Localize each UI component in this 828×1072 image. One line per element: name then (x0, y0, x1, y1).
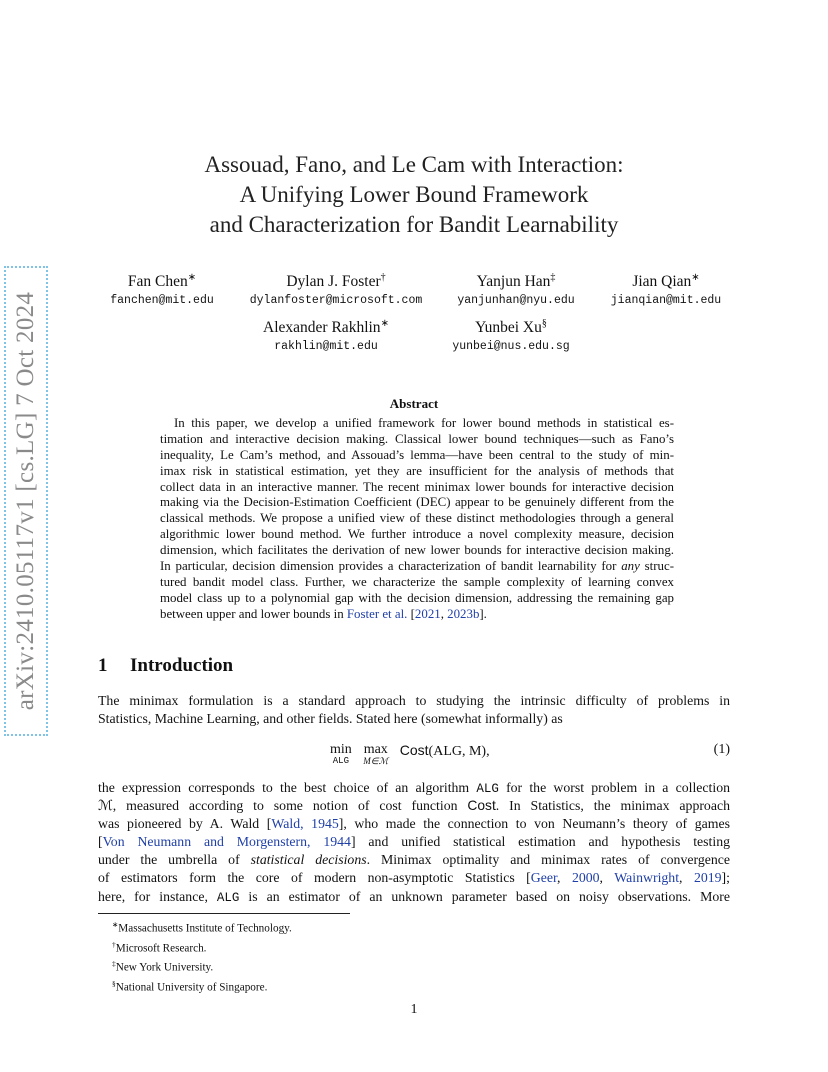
body-paragraph (98, 779, 730, 906)
author-block (436, 314, 586, 356)
min-subscript: ALG (332, 756, 349, 766)
title-line-1: Assouad, Fano, and Le Cam with Interaction: (204, 152, 624, 177)
footnotes (112, 917, 292, 996)
emphasis-statistical-decisions: statistical decisions (250, 852, 367, 868)
intro-paragraph (98, 692, 730, 728)
abstract-heading: Abstract (389, 396, 439, 411)
abstract-line: inequality, Le Cam’s method, and Assouad’s lemma—have been central to the study of min- (160, 447, 674, 462)
author-name: Yanjun Han (476, 273, 551, 291)
body-line: under the umbrella of statistical decisions. Minimax optimality and minimax rates of convergence (98, 852, 730, 868)
citation-link[interactable]: Geer (530, 870, 558, 886)
abstract-text: between upper and lower bounds in (160, 606, 344, 621)
footnote: ∗Massachusetts Institute of Technology. (112, 920, 292, 935)
abstract-line: dimension, which facilitates the derivation of new lower bounds for interactive decision making. (160, 543, 674, 558)
footnote: ‡New York University. (112, 959, 214, 975)
max-subscript: M∈ℳ (363, 756, 389, 766)
citation-link[interactable]: 2019 (693, 870, 722, 886)
equation-body (330, 742, 490, 766)
section-number: 1 (98, 655, 108, 676)
abstract-line: algorithmic lower bound method. We further introduce a novel complexity measure, decision (160, 527, 674, 542)
citation-link[interactable]: Wald, 1945 (271, 816, 339, 832)
author-block (236, 268, 436, 310)
citation-link[interactable]: Wainwright (614, 870, 680, 886)
author-name: Yunbei Xu (475, 319, 542, 337)
author-email[interactable]: dylanfoster@microsoft.com (249, 294, 423, 308)
affiliation-mark: ∗ (380, 318, 389, 329)
abstract-line: classical methods. We propose a unified view of these distinct methodologies through a general (160, 511, 674, 526)
affiliation-mark: ∗ (187, 272, 197, 283)
author-email[interactable]: yunbei@nus.edu.sg (452, 340, 570, 354)
body-line: of estimators form the core of modern non-asymptotic Statistics [Geer, 2000, Wainwright, 2019]; (98, 870, 730, 886)
citation-bracket: [ (407, 606, 415, 621)
abstract-text: In particular, decision dimension provides a characterization of bandit learnability for (160, 559, 617, 574)
max-operator: max M∈ℳ (363, 742, 389, 766)
author-email[interactable]: fanchen@mit.edu (110, 294, 214, 308)
author-name: Alexander Rakhlin (263, 319, 381, 337)
arxiv-identifier: arXiv:2410.05117v1 [cs.LG] 7 Oct 2024 (12, 291, 39, 711)
body-line: the expression corresponds to the best choice of an algorithm ALG for the worst problem in a collection (98, 780, 731, 796)
citation-link[interactable]: Von Neumann and Morgenstern, 1944 (102, 834, 351, 850)
affiliation-mark: † (380, 272, 386, 283)
author-name: Dylan J. Foster (286, 273, 381, 291)
abstract-line: timation and interactive decision making. Classical lower bound techniques—such as Fano’s (160, 431, 674, 446)
citation-link[interactable]: Foster et al. (346, 606, 408, 621)
abstract-line: In this paper, we develop a unified framework for lower bound methods in statistical es- (174, 416, 674, 430)
author-block (92, 268, 232, 310)
affiliation-mark: § (541, 318, 547, 329)
title-line-3: and Characterization for Bandit Learnability (209, 212, 619, 237)
body-line: ℳ, measured according to some notion of cost function Cost. In Statistics, the minimax approach (98, 798, 730, 814)
body-line: was pioneered by A. Wald [Wald, 1945], who made the connection to von Neumann’s theory of games (98, 816, 730, 832)
author-block (596, 268, 736, 310)
citation-link[interactable]: 2023b (447, 606, 480, 621)
section-heading (98, 655, 233, 677)
affiliation-mark: ‡ (550, 272, 556, 283)
abstract-line (160, 559, 674, 575)
footnote-rule (98, 913, 350, 914)
body-line: here, for instance, ALG is an estimator of an unknown parameter based on noisy observations. More (98, 888, 730, 905)
paper-title (0, 150, 828, 240)
emphasis-any: any (621, 559, 640, 574)
section-title: Introduction (130, 655, 234, 676)
footnote: †Microsoft Research. (112, 939, 207, 955)
author-email[interactable]: jianqian@mit.edu (610, 294, 722, 308)
equation-number: (1) (713, 742, 730, 757)
citation-bracket: ]. (479, 606, 487, 621)
abstract-line: tured bandit model class. Further, we characterize the sample complexity of learning convex (160, 574, 674, 589)
abstract-line: making via the Decision-Estimation Coefficient (DEC) appear to be genuinely different from the (160, 495, 674, 510)
abstract-line: model class up to a polynomial gap with the decision dimension, addressing the remaining gap (160, 590, 674, 605)
author-name: Fan Chen (127, 273, 188, 291)
abstract-body (160, 416, 674, 623)
body-line: [Von Neumann and Morgenstern, 1944] and unified statistical estimation and hypothesis testing (98, 834, 730, 850)
arxiv-sidebar-stamp (4, 266, 48, 736)
equation-expression: Cost(ALG, M), (399, 742, 490, 759)
author-email[interactable]: rakhlin@mit.edu (274, 340, 378, 354)
title-line-2: A Unifying Lower Bound Framework (239, 182, 589, 207)
footnote: §National University of Singapore. (112, 979, 268, 994)
min-operator: min ALG (330, 742, 352, 766)
abstract-line: collect data in an interactive manner. The recent minimax lower bounds for interactive decision (160, 479, 674, 494)
body-line: The minimax formulation is a standard approach to studying the intrinsic difficulty of problems in (98, 693, 730, 708)
author-name: Jian Qian (632, 273, 692, 291)
citation-link[interactable]: 2021 (414, 606, 441, 621)
abstract-text: struc- (644, 559, 675, 574)
citation-separator: , (440, 606, 448, 621)
affiliation-mark: ∗ (691, 272, 700, 283)
citation-link[interactable]: 2000 (571, 870, 600, 886)
author-email[interactable]: yanjunhan@nyu.edu (457, 294, 575, 308)
abstract-line: imax risk in statistical estimation, yet they are insufficient for the analysis of methods that (160, 463, 674, 478)
page-number: 1 (410, 1002, 418, 1017)
body-line: Statistics, Machine Learning, and other fields. Stated here (somewhat informally) as (98, 711, 563, 727)
abstract-line (160, 607, 674, 623)
author-block (446, 268, 586, 310)
equation-1 (0, 740, 828, 770)
author-block (246, 314, 406, 356)
